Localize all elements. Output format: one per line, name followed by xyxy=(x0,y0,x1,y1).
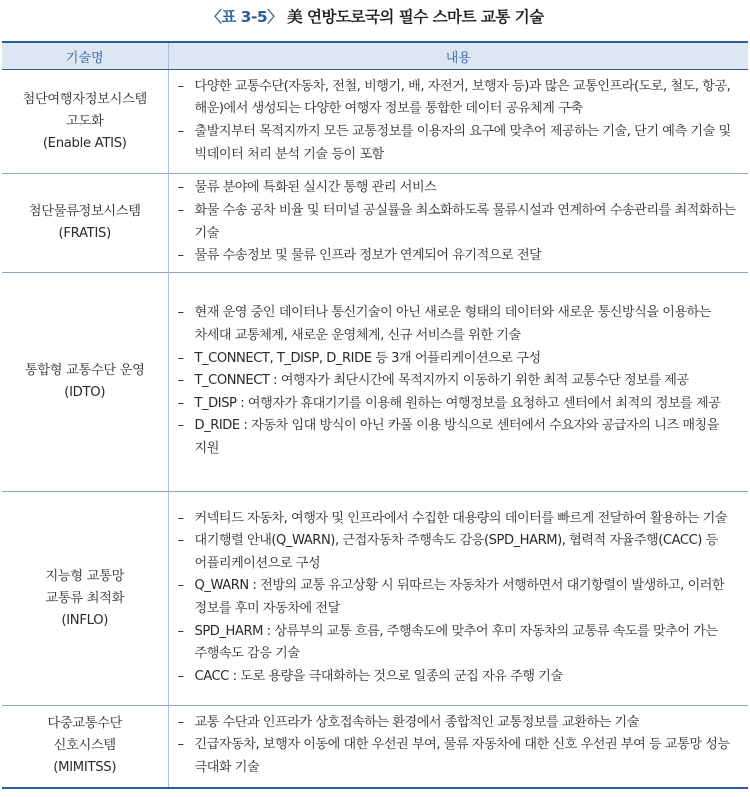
table-number: 〈표 3-5〉 xyxy=(206,8,283,26)
content-item-text: D_RIDE : 자동차 임대 방식이 아닌 카풀 이용 방식으로 센터에서 수요자와 공급자의 니즈 매칭을 지원 xyxy=(194,418,719,456)
table-header-row xyxy=(2,42,748,70)
dash-bullet-icon: – xyxy=(177,578,184,594)
content-list-item xyxy=(178,621,741,666)
technology-name-line: (MIMITSS) xyxy=(53,760,117,776)
content-item-text: 현재 운영 중인 데이터나 통신기술이 아닌 새로운 형태의 데이터와 새로운 통신방식을 이용하는 차세대 교통체계, 새로운 운영체계, 신규 서비스를 위한 기술 xyxy=(194,305,712,344)
content-list-item xyxy=(178,393,741,416)
content-list-item xyxy=(178,121,741,166)
dash-bullet-icon: – xyxy=(177,623,184,639)
content-list xyxy=(178,712,741,780)
content-item-text: 화물 수송 공차 비율 및 터미널 공실률을 최소화하도록 물류시설과 연계하여 수송관리를 최적화하는 기술 xyxy=(194,202,736,241)
technology-name-cell xyxy=(2,706,168,788)
table-title: 美 연방도로국의 필수 스마트 교통 기술 xyxy=(287,8,544,26)
content-list-item xyxy=(178,575,741,620)
content-item-text: Q_WARN : 전방의 교통 유고상황 시 뒤따르는 자동차가 서행하면서 대기항렬이 발생하고, 이러한 정보를 후미 자동차에 전달 xyxy=(194,578,725,616)
table-row xyxy=(2,70,748,174)
technology-name-line: 다중교통수단 xyxy=(47,716,123,732)
content-list-item xyxy=(178,348,741,371)
content-item-text: 출발지부터 목적지까지 모든 교통정보를 이용자의 요구에 맞추어 제공하는 기술, 단기 예측 기술 및 빅데이터 처리 분석 기술 등이 포함 xyxy=(194,124,731,162)
technology-name-cell xyxy=(2,273,168,492)
table-caption xyxy=(0,5,750,27)
dash-bullet-icon: – xyxy=(177,533,184,549)
content-list-item xyxy=(178,415,741,460)
content-list-item xyxy=(178,200,741,245)
technology-content-cell xyxy=(168,174,748,273)
content-list xyxy=(178,302,741,460)
table-row xyxy=(2,273,748,492)
dash-bullet-icon: – xyxy=(177,350,184,366)
content-item-text: 커넥티드 자동차, 여행자 및 인프라에서 수집한 대용량의 데이터를 빠르게 전달하여 활용하는 기술 xyxy=(194,510,727,526)
technology-name-line: 고도화 xyxy=(66,113,104,129)
dash-bullet-icon: – xyxy=(177,78,184,94)
technology-content-cell xyxy=(168,70,748,174)
technology-name-line: 통합형 교통수단 운영 xyxy=(24,363,145,378)
content-item-text: CACC : 도로 용량을 극대화하는 것으로 일종의 군집 자유 주행 기술 xyxy=(194,668,563,684)
dash-bullet-icon: – xyxy=(177,395,184,411)
technology-name-line: (IDTO) xyxy=(64,385,106,400)
content-item-text: T_CONNECT : 여행자가 최단시간에 목적지까지 이동하기 위한 최적 교통수단 정보를 제공 xyxy=(194,373,689,389)
content-item-text: 물류 분야에 특화된 실시간 통행 관리 서비스 xyxy=(194,180,437,196)
technology-name-cell xyxy=(2,492,168,706)
content-list-item xyxy=(178,302,741,347)
technology-content-cell xyxy=(168,273,748,492)
smart-transport-technology-table xyxy=(2,41,748,789)
content-item-text: 다양한 교통수단(자동차, 전철, 비행기, 배, 자전거, 보행자 등)과 많은 교통인프라(도로, 철도, 항공, 해운)에서 생성되는 다양한 여행자 정보를 통합한 데이터 공유체계 구축 xyxy=(194,78,731,117)
content-list xyxy=(178,508,741,689)
dash-bullet-icon: – xyxy=(177,714,184,730)
technology-name-line: (INFLO) xyxy=(61,612,109,628)
content-list xyxy=(178,177,741,267)
content-list-item xyxy=(178,245,741,268)
content-item-text: SPD_HARM : 상류부의 교통 흐름, 주행속도에 맞추어 후미 자동차의 교통류 속도를 맞추어 가는 주행속도 감응 기술 xyxy=(194,623,718,662)
dash-bullet-icon: – xyxy=(177,180,184,196)
dash-bullet-icon: – xyxy=(177,668,184,684)
content-item-text: 대기행렬 안내(Q_WARN), 근접자동차 주행속도 감응(SPD_HARM), 협력적 자율주행(CACC) 등 어플리케이션으로 구성 xyxy=(194,533,718,571)
dash-bullet-icon: – xyxy=(177,248,184,264)
table-row xyxy=(2,706,748,788)
table-row xyxy=(2,492,748,706)
content-list-item xyxy=(178,734,741,779)
technology-name-line: 신호시스템 xyxy=(53,738,116,754)
technology-name-line: 첨단물류정보시스템 xyxy=(28,204,141,219)
content-item-text: 긴급자동차, 보행자 이동에 대한 우선권 부여, 물류 자동차에 대한 신호 우선권 부여 등 교통망 성능 극대화 기술 xyxy=(194,737,730,776)
table-body xyxy=(2,70,748,788)
content-item-text: 교통 수단과 인프라가 상호접속하는 환경에서 종합적인 교통정보를 교환하는 기술 xyxy=(194,714,639,730)
header-content: 내용 xyxy=(168,42,748,70)
technology-name-cell xyxy=(2,174,168,273)
content-list-item xyxy=(178,370,741,393)
dash-bullet-icon: – xyxy=(177,373,184,389)
technology-content-cell xyxy=(168,492,748,706)
content-list-item xyxy=(178,530,741,575)
dash-bullet-icon: – xyxy=(177,202,184,218)
content-list xyxy=(178,76,741,166)
content-item-text: T_DISP : 여행자가 휴대기기를 이용해 원하는 여행정보를 요청하고 센터에서 최적의 정보를 제공 xyxy=(194,395,721,411)
content-list-item xyxy=(178,712,741,735)
dash-bullet-icon: – xyxy=(177,418,184,434)
content-item-text: 물류 수송정보 및 물류 인프라 정보가 연계되어 유기적으로 전달 xyxy=(194,248,542,264)
technology-name-line: 첨단여행자정보시스템 xyxy=(22,91,147,107)
technology-name-line: 지능형 교통망 xyxy=(45,568,125,584)
technology-name-line: (Enable ATIS) xyxy=(42,135,127,151)
dash-bullet-icon: – xyxy=(177,510,184,526)
content-list-item xyxy=(178,666,741,689)
technology-name-line: 교통류 최적화 xyxy=(45,590,125,606)
technology-content-cell xyxy=(168,706,748,788)
technology-name-line: (FRATIS) xyxy=(58,226,111,241)
content-list-item xyxy=(178,508,741,531)
content-list-item xyxy=(178,177,741,200)
dash-bullet-icon: – xyxy=(177,124,184,139)
content-item-text: T_CONNECT, T_DISP, D_RIDE 등 3개 어플리케이션으로 구성 xyxy=(194,350,541,366)
technology-name-cell xyxy=(2,70,168,174)
content-list-item xyxy=(178,76,741,121)
dash-bullet-icon: – xyxy=(177,737,184,753)
dash-bullet-icon: – xyxy=(177,305,184,321)
table-row xyxy=(2,174,748,273)
header-technology-name: 기술명 xyxy=(2,42,168,70)
